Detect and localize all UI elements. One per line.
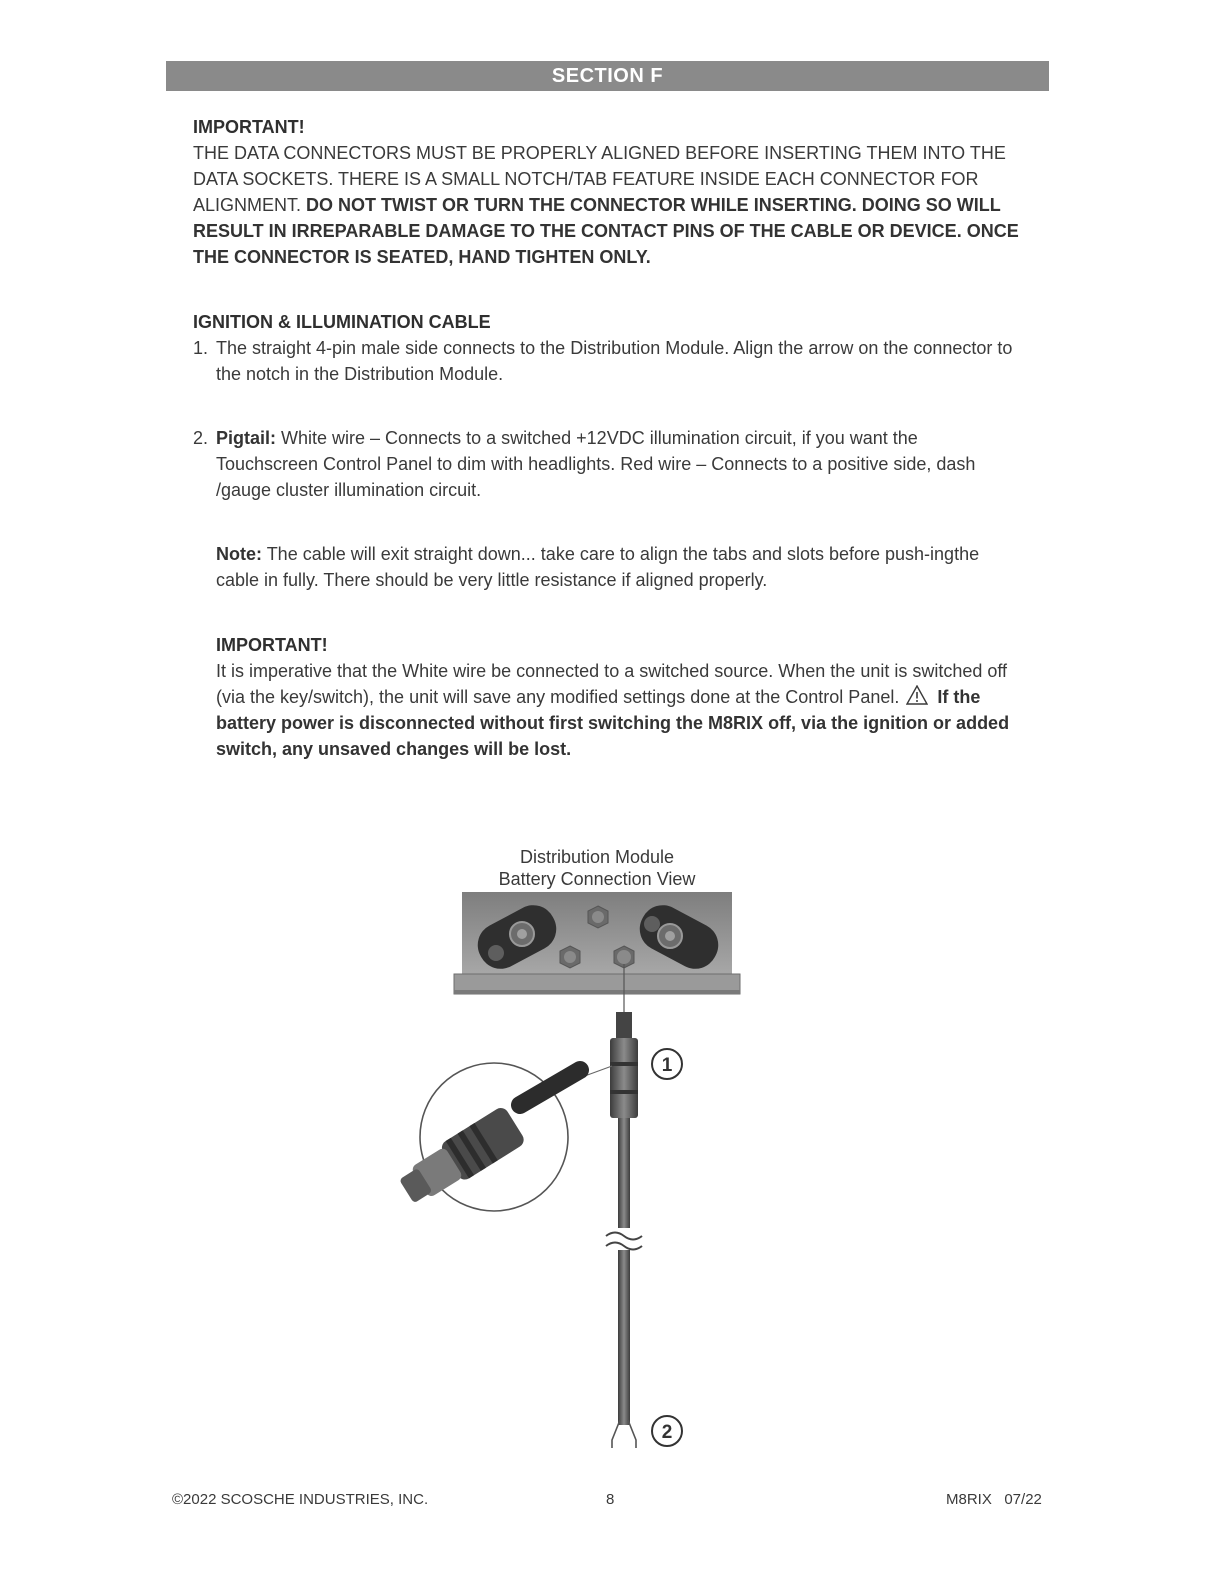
important-heading: IMPORTANT! <box>216 635 328 655</box>
ignition-heading: IGNITION & ILLUMINATION CABLE <box>193 312 491 332</box>
section-title-bar <box>166 61 1049 91</box>
footer-model-date: M8RIX 07/22 <box>946 1491 1042 1508</box>
list-number: 1. <box>193 338 209 358</box>
list-item <box>193 425 1013 503</box>
diagram-caption-line-1: Distribution Module <box>519 847 675 867</box>
important-body <box>216 658 1036 762</box>
diagram-caption-line-2: Battery Connection View <box>498 869 696 889</box>
important-notice-2 <box>216 632 1036 762</box>
list-item-text: White wire – Connects to a switched +12VDC illumination circuit, if you want the Touchscreen Control Panel to dim with headlights. Red wire – Connects to a positive side, dash /gauge cluster illumination circuit. <box>216 428 976 500</box>
distribution-module <box>454 892 740 994</box>
ignition-illumination-section <box>193 309 1038 387</box>
connector-detail-inset <box>395 1063 612 1211</box>
important-text: It is imperative that the White wire be connected to a switched source. When the unit is switched off (via the key/switch), the unit will save any modified settings done at the Control Panel. <box>216 661 1008 707</box>
important-warning-text: DO NOT TWIST OR TURN THE CONNECTOR WHILE INSERTING. DOING SO WILL RESULT IN IRREPARABLE DAMAGE TO THE CONTACT PINS OF THE CABLE OR DEVICE. ONCE THE CONNECTOR IS SEATED, HAND TIGHTEN ONLY. <box>193 195 1019 267</box>
diagram-illustration <box>380 840 760 1460</box>
list-number: 2. <box>193 428 209 448</box>
note-text: The cable will exit straight down... take care to align the tabs and slots before push-ingthe cable in fully. There should be very little resistance if aligned properly. <box>216 544 980 590</box>
callout-1 <box>652 1049 682 1079</box>
important-warning-text: If the battery power is disconnected without first switching the M8RIX off, via the ignition or added switch, any unsaved changes will be lost. <box>216 687 1010 759</box>
ignition-cable <box>606 964 642 1448</box>
footer-page-number: 8 <box>606 1491 615 1508</box>
callout-2 <box>652 1416 682 1446</box>
important-heading: IMPORTANT! <box>193 117 305 137</box>
note-label: Note: <box>216 544 262 564</box>
important-text: THE DATA CONNECTORS MUST BE PROPERLY ALIGNED BEFORE INSERTING THEM INTO THE DATA SOCKETS. THERE IS A SMALL NOTCH/TAB FEATURE INSIDE EACH CONNECTOR FOR ALIGNMENT. <box>193 143 1006 215</box>
callout-1-label: 1 <box>661 1055 673 1076</box>
important-body <box>193 140 1038 270</box>
list-item-text: The straight 4-pin male side connects to the Distribution Module. Align the arrow on the connector to the notch in the Distribution Module. <box>216 338 1013 384</box>
section-title: SECTION F <box>551 65 664 87</box>
footer-copyright: ©2022 SCOSCHE INDUSTRIES, INC. <box>172 1491 429 1508</box>
callout-2-label: 2 <box>661 1422 673 1443</box>
pigtail-label: Pigtail: <box>216 428 277 448</box>
pigtail-item <box>193 425 1013 503</box>
important-notice-1 <box>193 114 1038 270</box>
list-item <box>193 335 1038 387</box>
note-block <box>216 541 1016 593</box>
warning-icon <box>906 685 928 705</box>
distribution-module-diagram <box>380 840 760 1460</box>
